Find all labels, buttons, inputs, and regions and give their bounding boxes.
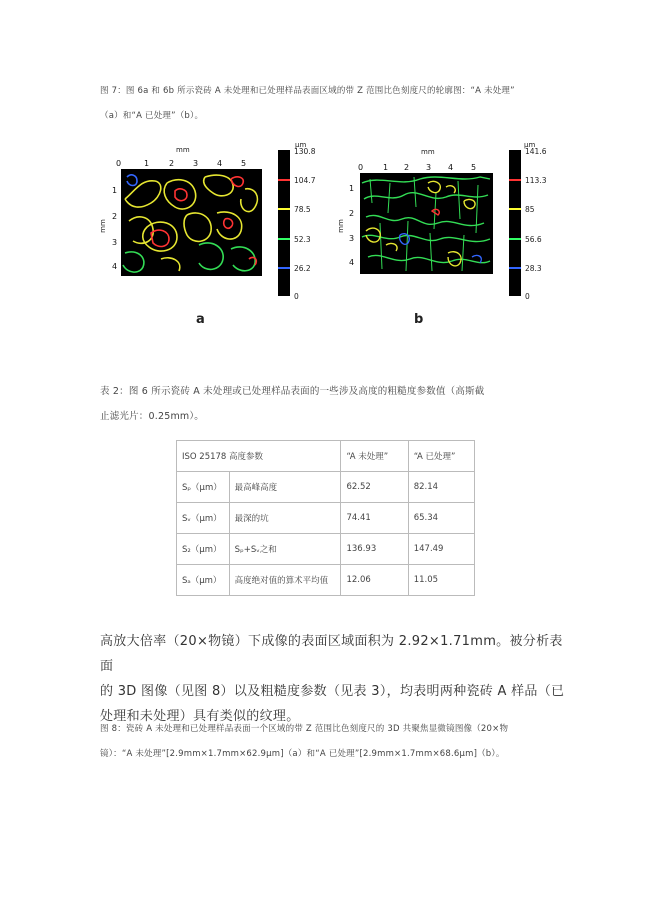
cell-treated: 11.05 [408,565,474,596]
table-row [177,534,475,565]
paragraph-line-2: 的 3D 图像（见图 8）以及粗糙度参数（见表 3），均表明两种瓷砖 A 样品（已 [100,684,565,699]
cell-untreated: 12.06 [341,565,408,596]
x-tick-a-4: 4 [217,159,223,168]
colorbar-tick-b-3: 56.6 [525,235,542,244]
cell-treated: 82.14 [408,472,474,503]
y-tick-a-1: 1 [112,186,118,195]
colorbar-mark-b-1 [509,179,521,181]
figure-8-caption [100,717,570,767]
figure-7-caption-line-1: 图 7：图 6a 和 6b 所示瓷砖 A 未处理和已处理样品表面区域的带 Z 范围比色刻度尺的轮廓图：“A 未处理” [100,86,515,96]
figure-8-caption-line-1: 图 8：瓷砖 A 未处理和已处理样品表面一个区域的带 Z 范围比色刻度尺的 3D 共聚焦显微镜图像（20×物 [100,724,509,734]
colorbar-unit-b: µm [524,141,536,149]
colorbar-b [509,150,521,296]
roughness-table [176,440,475,596]
colorbar-tick-b-4: 28.3 [525,264,542,273]
y-tick-a-2: 2 [112,212,118,221]
y-tick-a-4: 4 [112,262,118,271]
cell-untreated: 74.41 [341,503,408,534]
cell-param: Sₐ（µm） [177,565,230,596]
figure-b-label: b [414,312,424,327]
cell-untreated: 62.52 [341,472,408,503]
colorbar-tick-a-1: 104.7 [294,176,316,185]
x-tick-a-3: 3 [193,159,199,168]
cell-param: Sᵥ（µm） [177,503,230,534]
table-row [177,472,475,503]
header-untreated: “A 未处理” [341,441,408,472]
x-tick-a-2: 2 [169,159,175,168]
table-2-caption-line-1: 表 2：图 6 所示瓷砖 A 未处理或已处理样品表面的一些涉及高度的粗糙度参数值（高斯截 [100,386,485,397]
body-paragraph [100,629,570,729]
cell-param: Sₚ（µm） [177,472,230,503]
y-tick-b-4: 4 [349,258,355,267]
y-unit-label-a: mm [98,219,107,233]
header-treated: “A 已处理” [408,441,474,472]
colorbar-mark-b-4 [509,267,521,269]
colorbar-tick-b-0: 141.6 [525,147,547,156]
x-tick-a-0: 0 [116,159,122,168]
x-tick-b-5: 5 [471,163,477,172]
colorbar-tick-b-1: 113.3 [525,176,547,185]
colorbar-tick-a-2: 78.5 [294,205,311,214]
x-tick-b-3: 3 [426,163,432,172]
y-tick-b-1: 1 [349,184,355,193]
x-unit-label-b: mm [421,148,435,156]
cell-untreated: 136.93 [341,534,408,565]
colorbar-tick-a-5: 0 [294,292,299,301]
header-param: ISO 25178 高度参数 [177,441,341,472]
cell-treated: 65.34 [408,503,474,534]
y-tick-b-3: 3 [349,234,355,243]
colorbar-mark-b-3 [509,238,521,240]
colorbar-a [278,150,290,296]
colorbar-tick-a-4: 26.2 [294,264,311,273]
table-2-caption-line-2: 止滤光片：0.25mm）。 [100,411,205,422]
colorbar-unit-a: µm [295,141,307,149]
cell-treated: 147.49 [408,534,474,565]
paragraph-line-3: 处理和未处理）具有类似的纹理。 [100,709,300,724]
x-tick-b-2: 2 [404,163,410,172]
table-2-caption [100,379,570,429]
colorbar-tick-a-3: 52.3 [294,235,311,244]
cell-desc: 最高峰高度 [229,472,341,503]
x-tick-b-4: 4 [448,163,454,172]
x-tick-b-0: 0 [358,163,364,172]
cell-desc: 最深的坑 [229,503,341,534]
x-tick-a-5: 5 [241,159,247,168]
colorbar-mark-a-1 [278,179,290,181]
x-unit-label-a: mm [176,146,190,154]
y-tick-a-3: 3 [112,238,118,247]
table-row [177,503,475,534]
colorbar-mark-a-3 [278,238,290,240]
colorbar-mark-b-2 [509,208,521,210]
colorbar-tick-a-0: 130.8 [294,147,316,156]
colorbar-tick-b-2: 85 [525,205,535,214]
y-tick-b-2: 2 [349,209,355,218]
table-header-row [177,441,475,472]
x-tick-b-1: 1 [383,163,389,172]
cell-desc: Sₚ+Sᵥ之和 [229,534,341,565]
contour-image-a [121,169,262,276]
paragraph-line-1: 高放大倍率（20×物镜）下成像的表面区域面积为 2.92×1.71mm。被分析表面 [100,634,563,674]
table-row [177,565,475,596]
colorbar-tick-b-5: 0 [525,292,530,301]
cell-desc: 高度绝对值的算术平均值 [229,565,341,596]
figure-8-caption-line-2: 镜）：“A 未处理”[2.9mm×1.7mm×62.9μm]（a）和“A 已处理”[2.9mm×1.7mm×68.6μm]（b）。 [100,749,505,759]
figure-7-caption-line-2: （a）和“A 已处理”（b）。 [100,111,204,121]
contour-image-b [360,173,493,274]
x-tick-a-1: 1 [144,159,150,168]
figure-a-label: a [196,312,205,327]
colorbar-mark-a-2 [278,208,290,210]
y-unit-label-b: mm [336,219,345,233]
figure-7-caption [100,79,570,129]
cell-param: S₂（µm） [177,534,230,565]
colorbar-mark-a-4 [278,267,290,269]
